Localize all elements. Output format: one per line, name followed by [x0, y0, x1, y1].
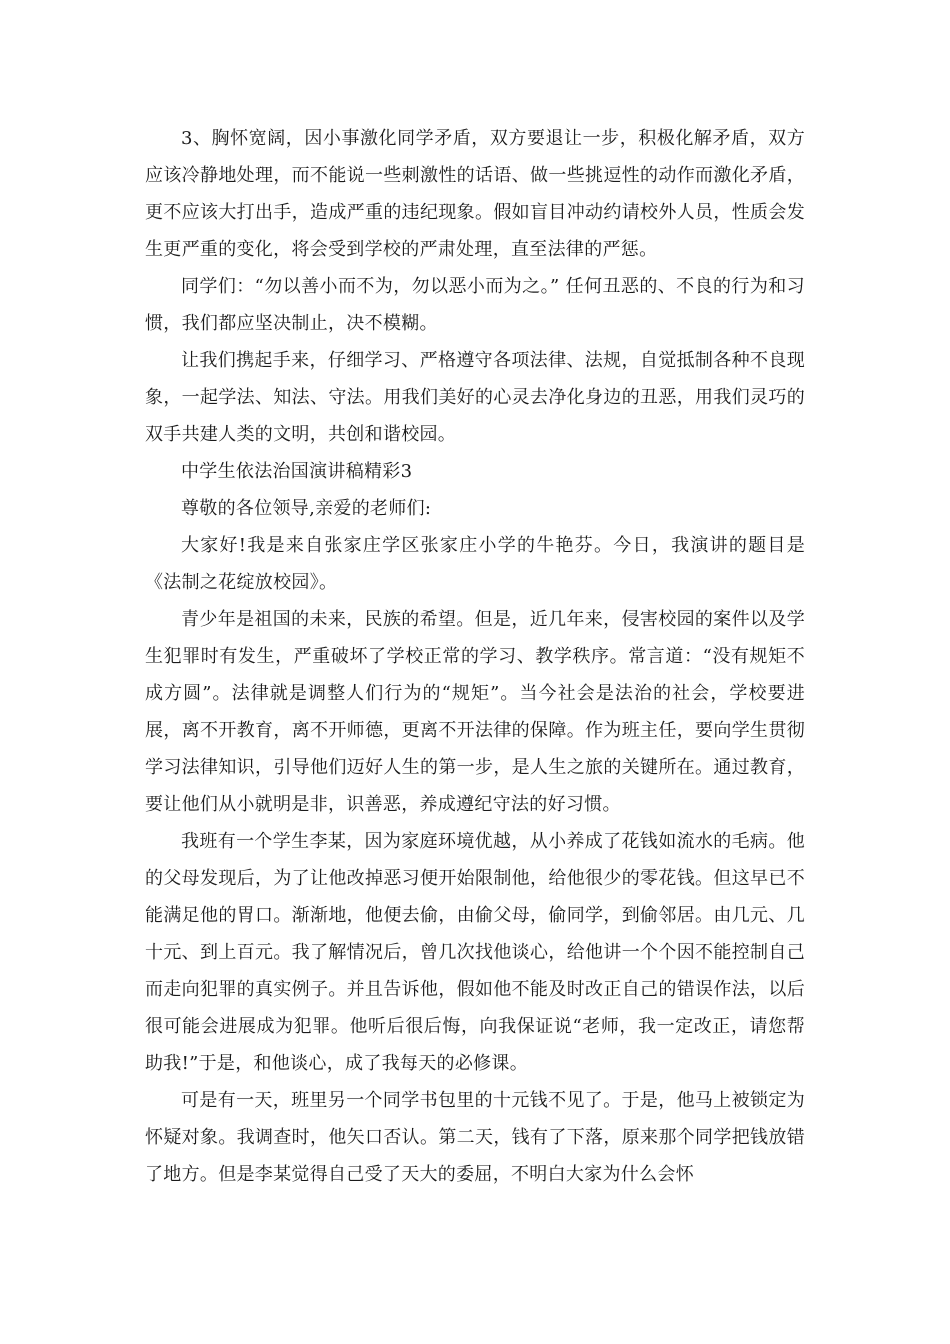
- salutation: 尊敬的各位领导,亲爱的老师们:: [181, 498, 432, 519]
- paragraph-student-story: 我班有一个学生李某，因为家庭环境优越，从小养成了花钱如流水的毛病。他的父母发现后，为了让他改掉恶习便开始限制他，给他很少的零花钱。但这早已不能满足他的胃口。渐渐地，他便去偷，由偷父母，偷同学，到偷邻居。由几元、几十元、到上百元。我了解情况后，曾几次找他谈心，给他讲一个个因不能控制自己而走向犯罪的真实例子。并且告诉他，假如他不能及时改正自己的错误作法，以后很可能会进展成为犯罪。他听后很后悔，向我保证说“老师，我一定改正，请您帮助我!”于是，和他谈心，成了我每天的必修课。: [145, 831, 805, 1074]
- paragraph-3: 让我们携起手来，仔细学习、严格遵守各项法律、法规，自觉抵制各种不良现象，一起学法、知法、守法。用我们美好的心灵去净化身边的丑恶，用我们灵巧的双手共建人类的文明，共创和谐校园。: [145, 350, 805, 445]
- section-heading: 中学生依法治国演讲稿精彩3: [181, 461, 413, 482]
- paragraph-intro: 大家好!我是来自张家庄学区张家庄小学的牛艳芬。今日，我演讲的题目是《法制之花绽放校园》。: [145, 535, 805, 593]
- paragraph-missing-money: 可是有一天，班里另一个同学书包里的十元钱不见了。于是，他马上被锁定为怀疑对象。我调查时，他矢口否认。第二天，钱有了下落，原来那个同学把钱放错了地方。但是李某觉得自己受了天大的委屈，不明白大家为什么会怀: [145, 1090, 805, 1185]
- paragraph-youth: 青少年是祖国的未来，民族的希望。但是，近几年来，侵害校园的案件以及学生犯罪时有发生，严重破坏了学校正常的学习、教学秩序。常言道：“没有规矩不成方圆”。法律就是调整人们行为的“规矩”。当今社会是法治的社会，学校要进展，离不开教育，离不开师德，更离不开法律的保障。作为班主任，要向学生贯彻学习法律知识，引导他们迈好人生的第一步，是人生之旅的关键所在。通过教育，要让他们从小就明是非，识善恶，养成遵纪守法的好习惯。: [145, 609, 805, 815]
- paragraph-2: 同学们：“勿以善小而不为，勿以恶小而为之。” 任何丑恶的、不良的行为和习惯，我们都应坚决制止，决不模糊。: [145, 276, 805, 334]
- paragraph-1: 3、胸怀宽阔，因小事激化同学矛盾，双方要退让一步，积极化解矛盾，双方应该冷静地处理，而不能说一些刺激性的话语、做一些挑逗性的动作而激化矛盾，更不应该大打出手，造成严重的违纪现象。假如盲目冲动约请校外人员，性质会发生更严重的变化，将会受到学校的严肃处理，直至法律的严惩。: [145, 128, 805, 260]
- document-body: [145, 120, 805, 1193]
